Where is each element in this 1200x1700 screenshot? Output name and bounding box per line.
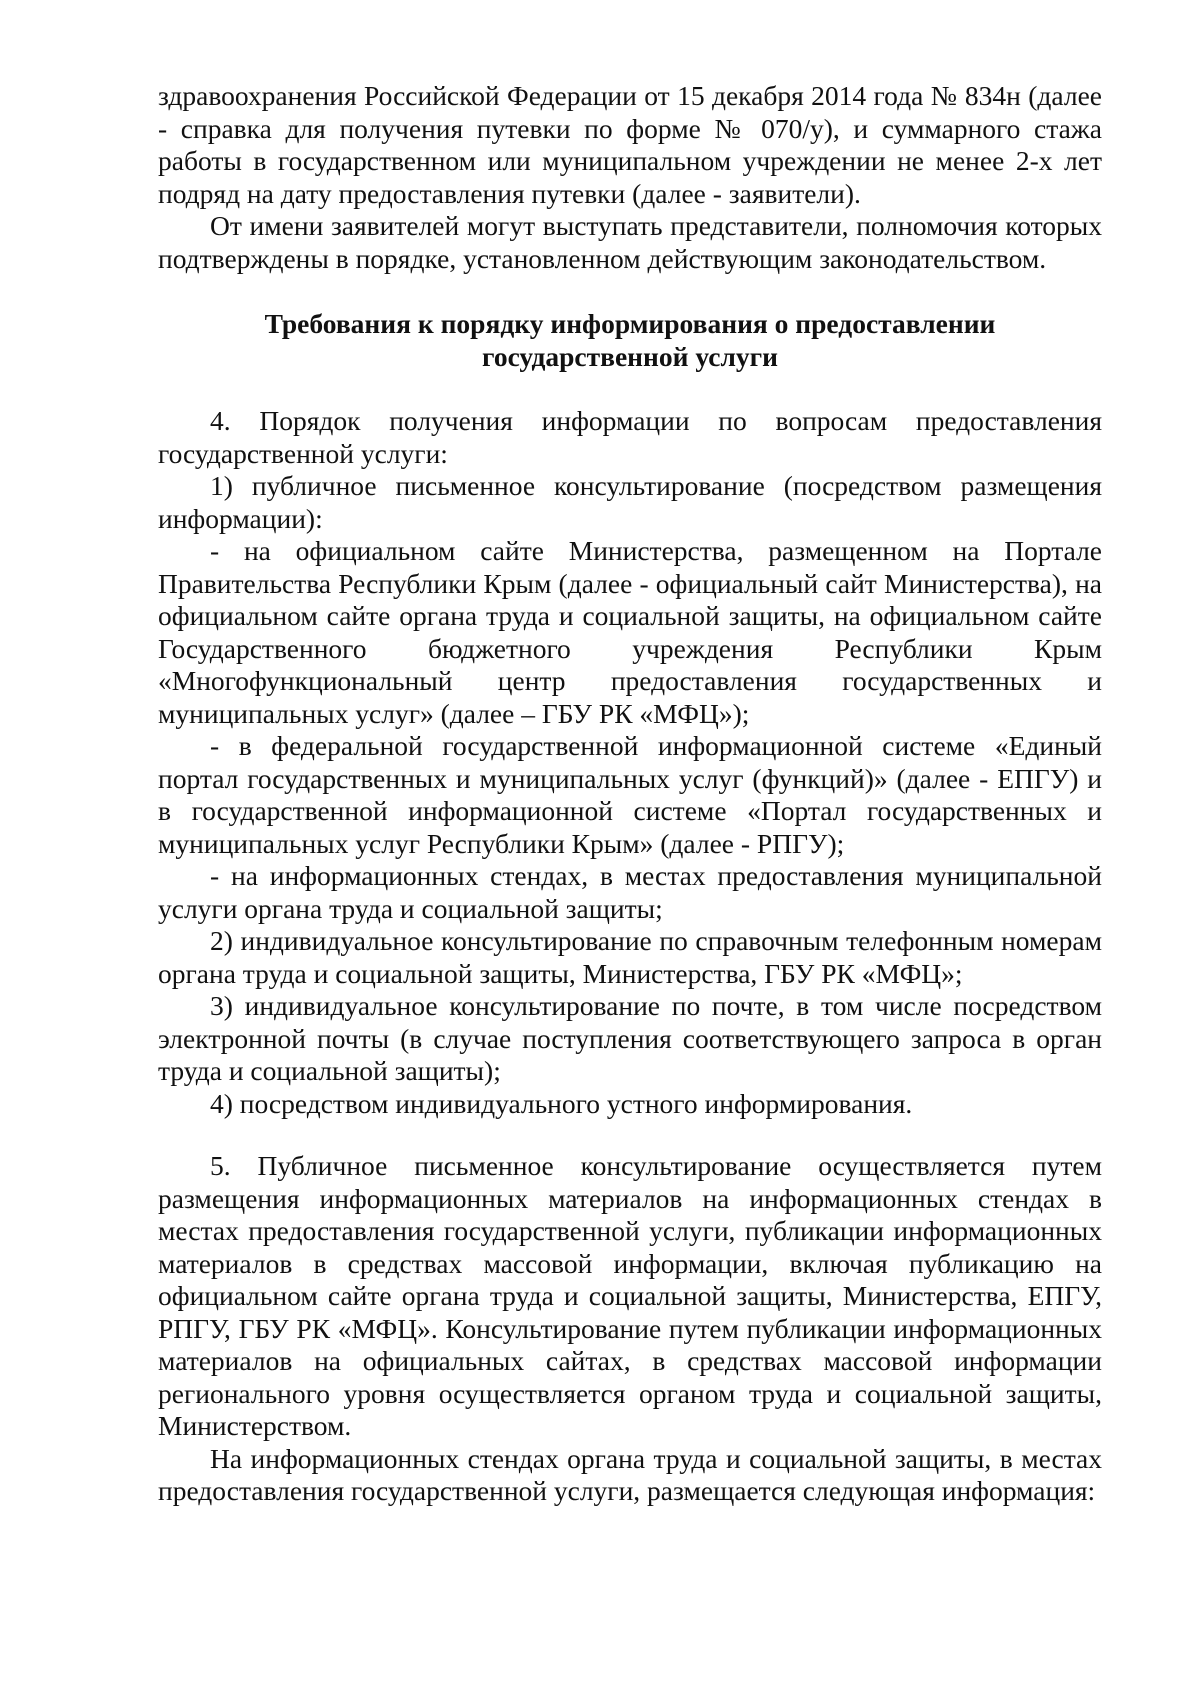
paragraph-subitem-4: 4) посредством индивидуального устного информирования. [210,1087,913,1119]
paragraph-bullet-stands: - на информационных стендах, в местах предоставления муниципальной услуги органа труда и социальной защиты; [158,860,1102,924]
paragraph-subitem-2: 2) индивидуальное консультирование по справочным телефонным номерам органа труда и социальной защиты, Министерства, ГБУ РК «МФЦ»; [158,925,1102,989]
paragraph-item-5: 5. Публичное письменное консультирование осуществляется путем размещения информационных материалов на информационных стендах в местах предоставления государственной услуги, публикации информационных материалов в средствах массовой информации, включая публикацию на официальном сайте органа труда и социальной защиты, Министерства, ЕПГУ, РПГУ, ГБУ РК «МФЦ». Консультирование путем публикации информационных материалов на официальных сайтах, в средствах массовой информации регионального уровня осуществляется органом труда и социальной защиты, Министерством. [158,1150,1102,1441]
paragraph-stands-info: На информационных стендах органа труда и социальной защиты, в местах предоставления государственной услуги, размещается следующая информация: [158,1442,1102,1506]
paragraph-bullet-official-site: - на официальном сайте Министерства, размещенном на Портале Правительства Республики Крым (далее - официальный сайт Министерства), на официальном сайте органа труда и социальной защиты, на официальном сайте Государственного бюджетного учреждения Республики Крым «Многофункциональный центр предоставления государственных и муниципальных услуг» (далее – ГБУ РК «МФЦ»); [158,535,1102,729]
document-body [158,80,1102,1508]
paragraph-bullet-epgu: - в федеральной государственной информационной системе «Единый портал государственных и муниципальных услуг (функций)» (далее - ЕПГУ) и в государственной информационной системе «Портал государственных и муниципальных услуг Республики Крым» (далее - РПГУ); [158,730,1102,859]
paragraph-continuation: здравоохранения Российской Федерации от 15 декабря 2014 года № 834н (далее - справка для получения путевки по форме № 070/у), и суммарного стажа работы в государственном или муниципальном учреждении не менее 2-х лет подряд на дату предоставления путевки (далее - заявители). [158,80,1102,209]
section-heading-line-2: государственной услуги [482,340,778,372]
paragraph-item-4: 4. Порядок получения информации по вопросам предоставления государственной услуги: [158,405,1102,469]
section-heading-line-1: Требования к порядку информирования о предоставлении [264,308,996,339]
paragraph-subitem-3: 3) индивидуальное консультирование по почте, в том числе посредством электронной почты (в случае поступления соответствующего запроса в орган труда и социальной защиты); [158,990,1102,1086]
paragraph-representatives: От имени заявителей могут выступать представители, полномочия которых подтверждены в порядке, установленном действующим законодательством. [158,210,1102,274]
paragraph-subitem-1: 1) публичное письменное консультирование (посредством размещения информации): [158,470,1102,534]
